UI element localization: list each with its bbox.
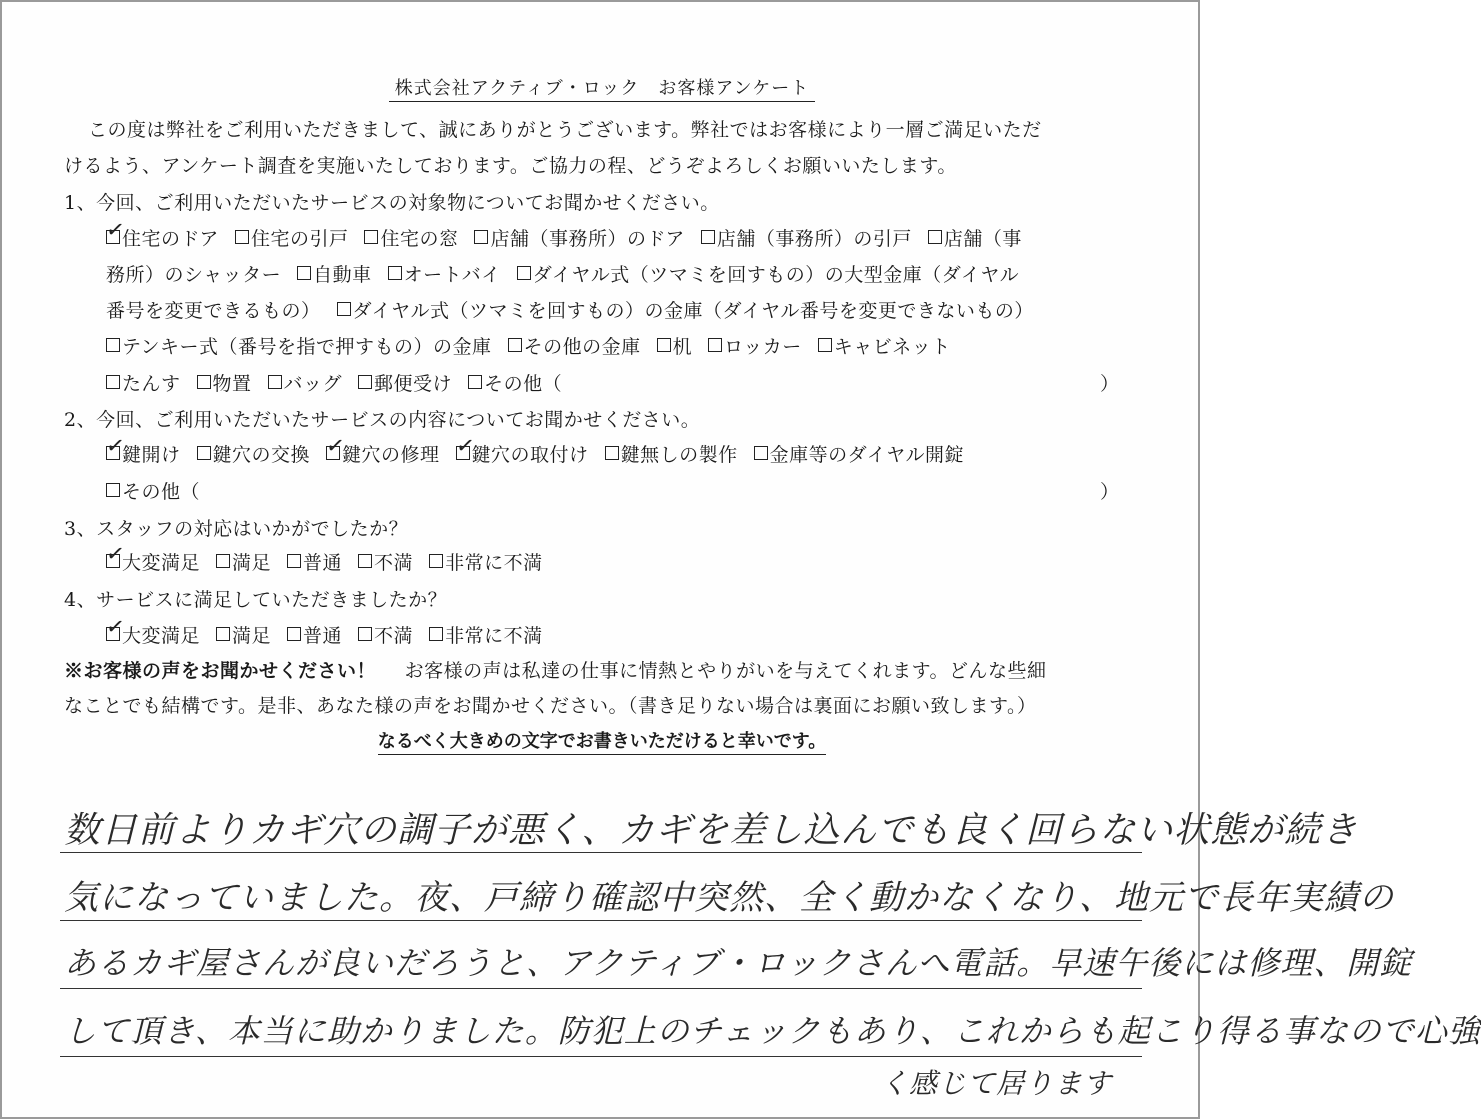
checkbox-label: 自動車	[313, 264, 372, 286]
checkbox-option[interactable]	[106, 296, 321, 323]
checkbox[interactable]	[287, 554, 301, 568]
checkbox-label: オートバイ	[403, 264, 501, 286]
checkbox-option[interactable]	[216, 621, 271, 648]
checkbox-option[interactable]	[429, 621, 543, 648]
checkbox-option[interactable]	[605, 440, 738, 467]
checkbox-label: ダイヤル式（ツマミを回すもの）の金庫（ダイヤル番号を変更できないもの）	[352, 300, 1034, 322]
checkbox-label: 鍵穴の交換	[212, 444, 311, 466]
writing-line	[60, 920, 1142, 921]
checkbox-option[interactable]	[453, 432, 589, 467]
checkbox[interactable]	[337, 302, 351, 316]
checkbox-option[interactable]	[106, 477, 200, 504]
writing-line	[60, 988, 1142, 989]
checkbox-label: 店舗（事務所）の引戸	[716, 228, 912, 250]
checkbox-option[interactable]	[297, 260, 372, 287]
checkbox-option[interactable]	[358, 621, 413, 648]
checkbox-option[interactable]	[197, 369, 252, 396]
checkbox-option[interactable]	[104, 216, 219, 251]
checkbox-option[interactable]	[104, 613, 201, 648]
option-row	[106, 332, 967, 359]
checkbox-label: 金庫等のダイヤル開錠	[769, 444, 965, 466]
checkbox[interactable]	[474, 230, 488, 244]
checkbox-label: 普通	[303, 552, 343, 574]
checkbox-option[interactable]	[358, 548, 413, 575]
checkbox-label: 大変満足	[122, 625, 201, 647]
checkbox-label: 住宅の引戸	[250, 228, 349, 250]
checkbox-option[interactable]	[287, 621, 342, 648]
checkbox-label: 番号を変更できるもの）	[106, 300, 321, 322]
checkbox[interactable]	[429, 627, 443, 641]
checkbox-label: 普通	[303, 625, 343, 647]
option-row	[104, 613, 559, 648]
checkbox-option[interactable]	[388, 260, 501, 287]
intro-line-1: この度は弊社をご利用いただきまして、誠にありがとうございます。弊社ではお客様により一層ご満足いただ	[88, 119, 1042, 141]
check-mark-icon: ✓	[324, 432, 347, 461]
checkbox-option[interactable]	[928, 224, 1022, 251]
checkbox-label: 非常に不満	[445, 625, 543, 647]
checked-checkbox[interactable]	[324, 432, 347, 461]
check-mark-icon: ✓	[104, 432, 127, 461]
voice-text-1: お客様の声は私達の仕事に情熱とやりがいを与えてくれます。どんな些細	[404, 660, 1047, 682]
checkbox-label: 不満	[374, 552, 414, 574]
checkbox[interactable]	[818, 338, 832, 352]
handwritten-line-5: く感じて居ります	[880, 1067, 1113, 1100]
checkbox-option[interactable]	[517, 260, 1019, 287]
checkbox-label: 住宅の窓	[380, 228, 459, 250]
checkbox[interactable]	[197, 446, 211, 460]
voice-line-2: なことでも結構です。是非、あなた様の声をお聞かせください。（書き足りない場合は裏面にお願い致します。）	[64, 695, 1037, 717]
checkbox-option[interactable]	[104, 540, 201, 575]
checkbox-option[interactable]	[235, 224, 349, 251]
checkbox-option[interactable]	[197, 440, 311, 467]
q1-question: 1、今回、ご利用いただいたサービスの対象物についてお聞かせください。	[64, 192, 720, 214]
checkbox-option[interactable]	[324, 432, 440, 467]
option-row	[104, 216, 1038, 251]
option-row	[106, 477, 216, 504]
checkbox-label: 務所）のシャッター	[106, 264, 282, 286]
voice-line-1	[64, 656, 1047, 683]
checkbox-label: 店舗（事	[943, 228, 1022, 250]
checkbox[interactable]	[928, 230, 942, 244]
checkbox[interactable]	[364, 230, 378, 244]
checkbox[interactable]	[358, 627, 372, 641]
q3-question: 3、スタッフの対応はいかがでしたか？	[64, 518, 409, 540]
checkbox-label: 大変満足	[122, 552, 201, 574]
checkbox-option[interactable]	[268, 369, 343, 396]
checkbox[interactable]	[657, 338, 671, 352]
checked-checkbox[interactable]	[104, 216, 127, 245]
checked-checkbox[interactable]	[104, 613, 127, 642]
handwritten-line-2: 気になっていました。夜、戸締り確認中突然、全く動かなくなり、地元で長年実績の	[64, 878, 1394, 918]
checkbox[interactable]	[605, 446, 619, 460]
checkbox[interactable]	[106, 375, 120, 389]
checkbox[interactable]	[517, 266, 531, 280]
checkbox[interactable]	[216, 627, 230, 641]
check-mark-icon: ✓	[104, 540, 127, 569]
checkbox-option[interactable]	[474, 224, 684, 251]
option-row	[106, 296, 1050, 323]
checkbox-label: 鍵無しの製作	[620, 444, 738, 466]
checkbox-option[interactable]	[508, 332, 641, 359]
checkbox[interactable]	[468, 375, 482, 389]
checkbox[interactable]	[429, 554, 443, 568]
checkbox-option[interactable]	[106, 260, 281, 287]
check-mark-icon: ✓	[104, 216, 127, 245]
handwritten-line-3: あるカギ屋さんが良いだろうと、アクティブ・ロックさんへ電話。早速午後には修理、開錠	[64, 944, 1413, 982]
checkbox[interactable]	[358, 375, 372, 389]
checkbox-label: たんす	[122, 373, 181, 395]
checkbox[interactable]	[268, 375, 282, 389]
q2-other-close: ）	[1100, 481, 1120, 503]
checkbox-label: 鍵穴の修理	[342, 444, 440, 466]
checkbox-label: バッグ	[283, 373, 343, 395]
checkbox-label: 非常に不満	[445, 552, 543, 574]
checkbox-option[interactable]	[216, 548, 271, 575]
writing-line	[60, 1056, 1142, 1057]
checkbox-label: その他（	[122, 481, 201, 503]
checked-checkbox[interactable]	[453, 432, 477, 461]
checkbox-option[interactable]	[754, 440, 964, 467]
checkbox-option[interactable]	[337, 296, 1034, 323]
checkbox[interactable]	[708, 338, 722, 352]
handwritten-line-1: 数日前よりカギ穴の調子が悪く、カギを差し込んでも良く回らない状態が続き	[64, 810, 1359, 851]
option-row	[104, 540, 559, 575]
checkbox[interactable]	[197, 375, 211, 389]
voice-emphasis: なるべく大きめの文字でお書きいただけると幸いです。	[2, 727, 1202, 753]
checkbox-option[interactable]	[701, 224, 912, 251]
voice-request: ※お客様の声をお聞かせください！	[64, 660, 377, 682]
checkbox[interactable]	[754, 446, 768, 460]
checkbox-label: 物置	[212, 373, 252, 395]
survey-title: 株式会社アクティブ・ロック お客様アンケート	[2, 74, 1202, 100]
checkbox-label: 郵便受け	[374, 373, 453, 395]
q4-question: 4、サービスに満足していただきましたか？	[64, 589, 448, 611]
check-mark-icon: ✓	[104, 613, 127, 642]
checkbox-label: 満足	[232, 552, 272, 574]
checkbox[interactable]	[508, 338, 522, 352]
checkbox-label: 机	[672, 336, 693, 358]
checkbox[interactable]	[106, 338, 120, 352]
checkbox-option[interactable]	[106, 369, 181, 396]
checkbox-label: ロッカー	[724, 336, 802, 358]
option-row	[106, 260, 1035, 287]
checkbox-option[interactable]	[657, 332, 693, 359]
checkbox[interactable]	[216, 554, 230, 568]
intro-line-2: けるよう、アンケート調査を実施いたしております。ご協力の程、どうぞよろしくお願いいたします。	[64, 155, 957, 177]
check-mark-icon: ✓	[453, 432, 477, 461]
checkbox[interactable]	[358, 554, 372, 568]
checkbox-label: ダイヤル式（ツマミを回すもの）の大型金庫（ダイヤル	[532, 264, 1020, 286]
checkbox-label: テンキー式（番号を指で押すもの）の金庫	[122, 336, 492, 358]
checkbox-option[interactable]	[708, 332, 802, 359]
q2-question: 2、今回、ご利用いただいたサービスの内容についてお聞かせください。	[64, 409, 701, 431]
checkbox-label: その他（	[484, 373, 563, 395]
checkbox[interactable]	[106, 483, 120, 497]
checkbox-label: 満足	[232, 625, 272, 647]
checkbox-option[interactable]	[364, 224, 458, 251]
checkbox-label: 不満	[374, 625, 414, 647]
option-row	[106, 369, 578, 396]
handwritten-line-4: して頂き、本当に助かりました。防犯上のチェックもあり、これからも起こり得る事なので心強	[64, 1012, 1481, 1050]
checkbox-option[interactable]	[106, 332, 492, 359]
q1-other-close: ）	[1100, 373, 1120, 395]
checkbox[interactable]	[701, 230, 715, 244]
checkbox[interactable]	[388, 266, 402, 280]
option-row	[104, 432, 980, 467]
checkbox-label: 店舗（事務所）のドア	[490, 228, 685, 250]
checkbox-option[interactable]	[287, 548, 342, 575]
checkbox[interactable]	[297, 266, 311, 280]
checkbox[interactable]	[235, 230, 249, 244]
checkbox-option[interactable]	[818, 332, 951, 359]
checkbox-label: 鍵穴の取付け	[471, 444, 589, 466]
checkbox-option[interactable]	[104, 432, 181, 467]
checkbox[interactable]	[287, 627, 301, 641]
checkbox-label: キャビネット	[833, 336, 951, 358]
checkbox-option[interactable]	[468, 369, 562, 396]
checkbox-option[interactable]	[429, 548, 543, 575]
checkbox-label: 住宅のドア	[122, 228, 219, 250]
checkbox-label: その他の金庫	[523, 336, 641, 358]
checkbox-label: 鍵開け	[122, 444, 181, 466]
checked-checkbox[interactable]	[104, 540, 127, 569]
checked-checkbox[interactable]	[104, 432, 127, 461]
checkbox-option[interactable]	[358, 369, 452, 396]
